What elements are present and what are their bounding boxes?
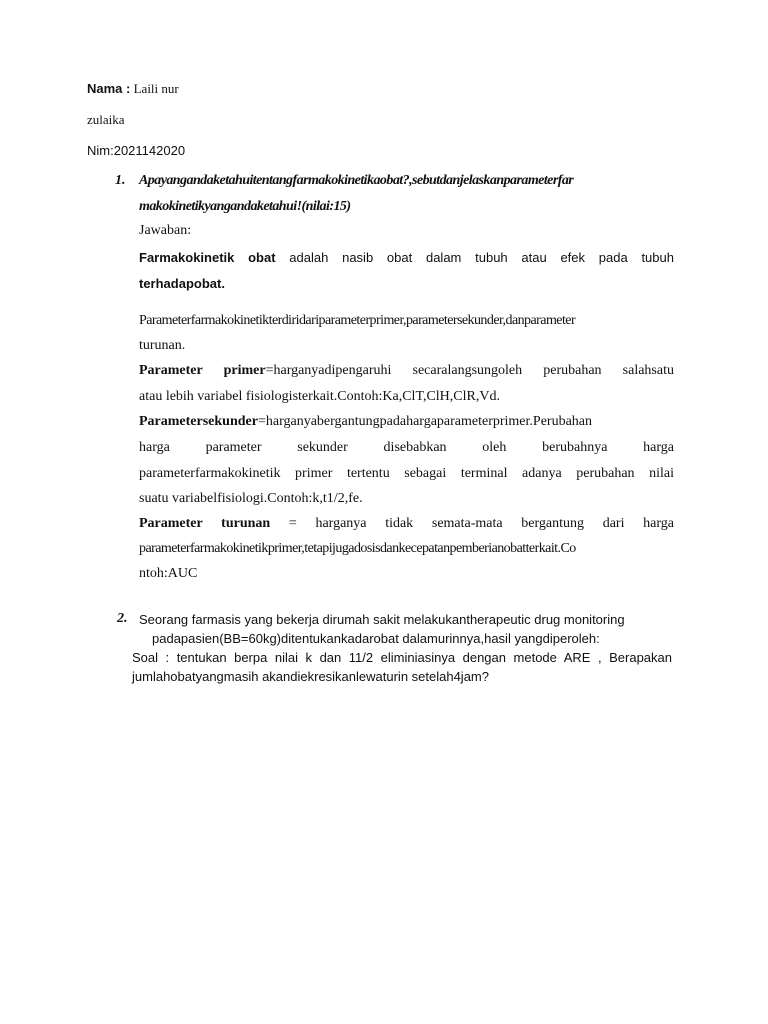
soal-line2: jumlahobatyangmasih akandiekresikanlewaturin setelah4jam?	[132, 669, 489, 684]
primer-line1	[139, 363, 674, 379]
primer-text: =harganyadipengaruhi secaralangsungoleh perubahan salahsatu	[265, 363, 674, 378]
answer-label: Jawaban:	[139, 223, 192, 238]
definition-line1	[139, 250, 674, 265]
question-2-text-line1: Seorang farmasis yang bekerja dirumah sakit melakukantherapeutic drug monitoring	[139, 612, 625, 627]
parameters-intro-line2: turunan.	[139, 338, 186, 353]
definition-line2: terhadapobat.	[139, 276, 225, 291]
name-label: Nama :	[87, 81, 131, 96]
turunan-line3: ntoh:AUC	[139, 566, 198, 581]
name-line	[87, 81, 179, 97]
turunan-line1	[139, 516, 674, 532]
primer-term: Parameter primer	[139, 363, 266, 378]
question-2-number: 2.	[117, 611, 128, 626]
question-2-text-line2: padapasien(BB=60kg)ditentukankadarobat dalamurinnya,hasil yangdiperoleh:	[152, 631, 600, 646]
question-1-text-line2: makokinetikyangandaketahui!(nilai:15)	[139, 199, 351, 214]
name-continuation: zulaika	[87, 112, 125, 127]
nim-line: Nim:2021142020	[87, 143, 186, 158]
sekunder-text: =harganyabergantungpadahargaparameterprimer.Perubahan	[257, 414, 592, 429]
sekunder-line2: harga parameter sekunder disebabkan oleh berubahnya harga	[139, 440, 674, 455]
sekunder-line3: parameterfarmakokinetik primer tertentu sebagai terminal adanya perubahan nilai	[139, 466, 674, 481]
turunan-text: = harganya tidak semata-mata bergantung dari harga	[270, 516, 674, 531]
definition-term: Farmakokinetik obat	[139, 250, 276, 265]
question-1-number: 1.	[115, 173, 126, 188]
sekunder-line4: suatu variabelfisiologi.Contoh:k,t1/2,fe.	[139, 491, 363, 506]
name-value: Laili nur	[133, 81, 179, 96]
definition-text: adalah nasib obat dalam tubuh atau efek pada tubuh	[275, 250, 674, 265]
turunan-line2: parameterfarmakokinetikprimer,tetapijugadosisdankecepatanpemberianobatterkait.Co	[139, 541, 576, 556]
sekunder-term: Parametersekunder	[139, 414, 258, 429]
parameters-intro-line1: Parameterfarmakokinetikterdiridariparameterprimer,parametersekunder,danparameter	[139, 313, 576, 328]
primer-line2: atau lebih variabel fisiologisterkait.Contoh:Ka,ClT,ClH,ClR,Vd.	[139, 389, 500, 404]
soal-line1: Soal : tentukan berpa nilai k dan 11/2 eliminiasinya dengan metode ARE , Berapakan	[132, 650, 672, 665]
question-1-text-line1: Apayangandaketahuitentangfarmakokinetikaobat?,sebutdanjelaskanparameterfar	[139, 173, 574, 188]
turunan-term: Parameter turunan	[139, 516, 271, 531]
sekunder-line1	[139, 414, 592, 430]
